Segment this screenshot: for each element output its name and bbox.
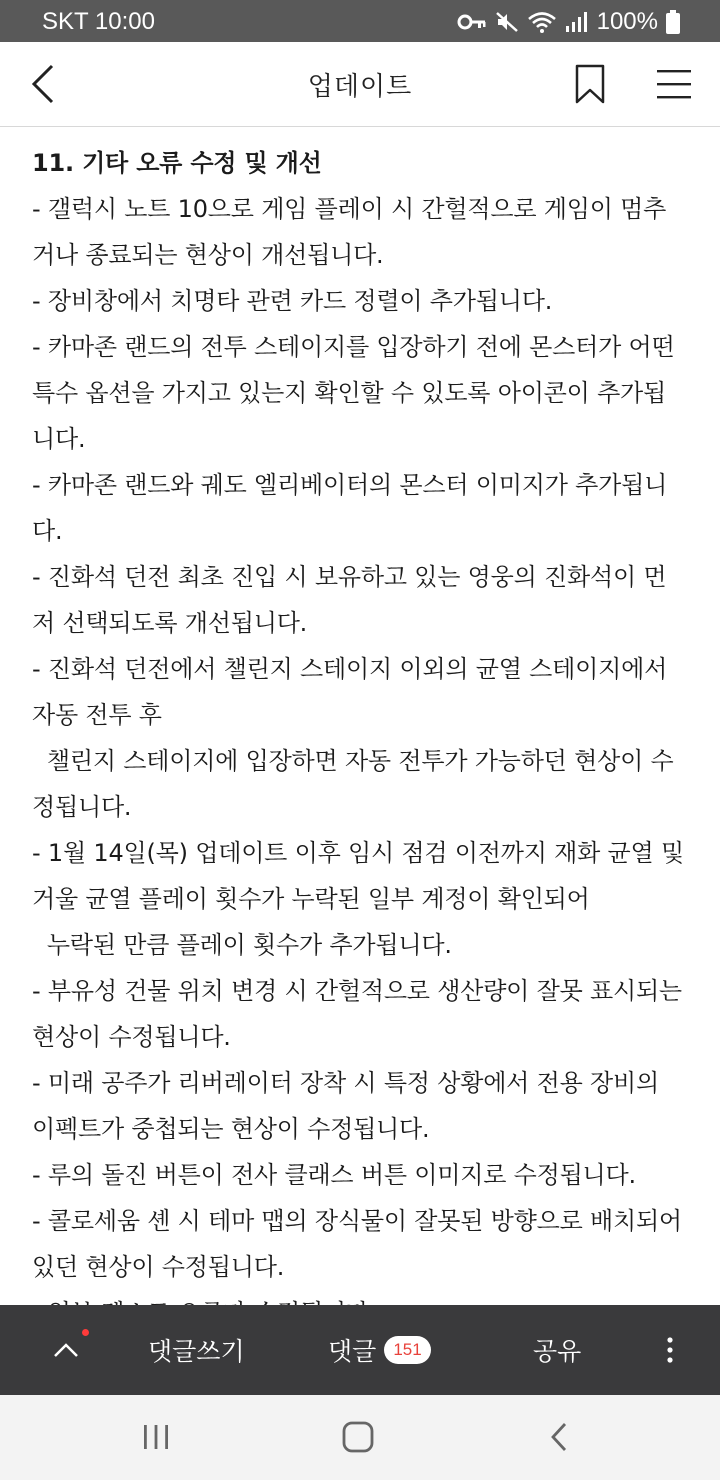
signal-icon: [565, 10, 589, 34]
battery-icon: [666, 10, 680, 34]
more-options-button[interactable]: [660, 1305, 680, 1395]
carrier-time: SKT 10:00: [42, 8, 155, 35]
article-paragraph: - 루의 돌진 버튼이 전사 클래스 버튼 이미지로 수정됩니다.: [32, 1161, 636, 1189]
menu-icon[interactable]: [656, 66, 692, 102]
article-paragraph: - 카마존 랜드와 궤도 엘리베이터의 몬스터 이미지가 추가됩니다.: [32, 471, 668, 545]
article-paragraph: - 진화석 던전에서 챌린지 스테이지 이외의 균열 스테이지에서 자동 전투 후 챌린지 스테이지에 입장하면 자동 전투가 가능하던 현상이 수정됩니다.: [32, 655, 674, 821]
article-body: [0, 127, 720, 1336]
article-paragraph: - 진화석 던전 최초 진입 시 보유하고 있는 영웅의 진화석이 먼저 선택되도록 개선됩니다.: [32, 563, 667, 637]
comments-button[interactable]: [328, 1305, 431, 1395]
notification-dot: [82, 1329, 89, 1336]
key-icon: [457, 10, 487, 34]
article-content[interactable]: [0, 127, 720, 1305]
home-icon[interactable]: [338, 1419, 378, 1455]
recents-icon[interactable]: [136, 1419, 176, 1455]
scroll-top-button[interactable]: [46, 1305, 86, 1395]
article-paragraph: - 카마존 랜드의 전투 스테이지를 입장하기 전에 몬스터가 어떤 특수 옵션을 가지고 있는지 확인할 수 있도록 아이콘이 추가됩니다.: [32, 333, 682, 453]
article-paragraph: - 부유성 건물 위치 변경 시 간헐적으로 생산량이 잘못 표시되는 현상이 수정됩니다.: [32, 977, 690, 1051]
system-nav-bar: [0, 1395, 720, 1480]
bookmark-icon[interactable]: [574, 64, 606, 104]
page-title: 업데이트: [307, 72, 413, 102]
section-title: 11. 기타 오류 수정 및 개선: [32, 149, 322, 177]
article-paragraph: - 콜로세움 셴 시 테마 맵의 장식물이 잘못된 방향으로 배치되어 있던 현상이 수정됩니다.: [32, 1207, 690, 1281]
wifi-icon: [527, 10, 557, 34]
article-paragraph: - 미래 공주가 리버레이터 장착 시 특정 상황에서 전용 장비의 이펙트가 중첩되는 현상이 수정됩니다.: [32, 1069, 667, 1143]
status-icons: [457, 8, 680, 36]
comments-label: 댓글: [328, 1337, 377, 1366]
article-paragraph: - 갤럭시 노트 10으로 게임 플레이 시 간헐적으로 게임이 멈추거나 종료되는 현상이 개선됩니다.: [32, 195, 667, 269]
comment-count-badge: 151: [384, 1336, 430, 1364]
mute-icon: [495, 10, 519, 34]
more-vertical-icon: [666, 1337, 674, 1363]
status-bar: [0, 0, 720, 42]
app-header: [0, 42, 720, 127]
battery-percent: 100%: [596, 8, 658, 35]
chevron-up-icon: [52, 1341, 80, 1359]
share-button[interactable]: 공유: [533, 1337, 582, 1366]
article-paragraph: - 장비창에서 치명타 관련 카드 정렬이 추가됩니다.: [32, 287, 553, 315]
write-comment-button[interactable]: 댓글쓰기: [148, 1337, 245, 1366]
back-nav-icon[interactable]: [540, 1419, 580, 1455]
article-paragraph: - 1월 14일(목) 업데이트 이후 임시 점검 이전까지 재화 균열 및 거울 균열 플레이 횟수가 누락된 일부 계정이 확인되어 누락된 만큼 플레이 횟수가 추가됩니다.: [32, 839, 684, 959]
bottom-action-bar: [0, 1305, 720, 1395]
